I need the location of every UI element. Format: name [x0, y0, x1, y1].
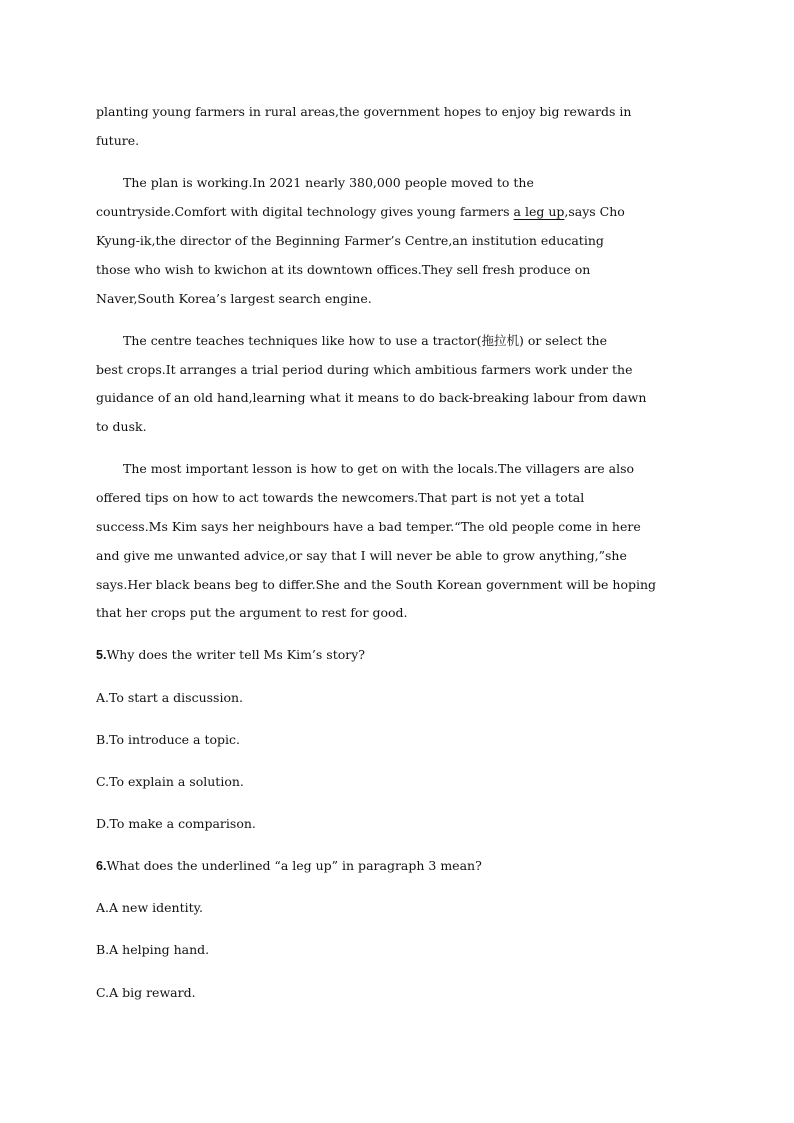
option-a: A.To start a discussion. [96, 690, 243, 705]
paragraph-3-text: ,says Cho [564, 204, 625, 219]
question-number: 6. [96, 859, 107, 873]
paragraph-intro-line-2: future. [96, 133, 140, 148]
paragraph-5-line-2: offered tips on how to act towards the newcomers.That part is not yet a total [96, 490, 585, 505]
paragraph-3-text: countryside.Comfort with digital technology gives young farmers [96, 204, 514, 219]
paragraph-5-line-1: The most important lesson is how to get on with the locals.The villagers are also [123, 461, 635, 476]
paragraph-4-line-4: to dusk. [96, 419, 147, 434]
option-b: B.To introduce a topic. [96, 732, 240, 747]
option-c: C.To explain a solution. [96, 774, 244, 789]
paragraph-5-line-4: and give me unwanted advice,or say that I will never be able to grow anything,”she [96, 548, 627, 563]
paragraph-5-line-3: success.Ms Kim says her neighbours have a bad temper.“The old people come in here [96, 519, 641, 534]
option-d: D.To make a comparison. [96, 816, 256, 831]
question-5-stem [96, 647, 365, 663]
option-c: C.A big reward. [96, 985, 196, 1000]
underlined-phrase: a leg up [513, 204, 565, 219]
paragraph-intro-line-1: planting young farmers in rural areas,the government hopes to enjoy big rewards in [96, 104, 632, 119]
paragraph-4-line-3: guidance of an old hand,learning what it means to do back-breaking labour from dawn [96, 390, 647, 405]
question-6-stem [96, 858, 482, 874]
question-text: Why does the writer tell Ms Kim’s story? [106, 647, 366, 662]
paragraph-3-line-4: those who wish to kwichon at its downtown offices.They sell fresh produce on [96, 262, 591, 277]
paragraph-3-line-3: Kyung-ik,the director of the Beginning Farmer’s Centre,an institution educating [96, 233, 604, 248]
question-number: 5. [96, 648, 107, 662]
paragraph-3-line-5: Naver,South Korea’s largest search engine. [96, 291, 372, 306]
paragraph-3-line-1: The plan is working.In 2021 nearly 380,000 people moved to the [123, 175, 534, 190]
option-b: B.A helping hand. [96, 942, 210, 957]
paragraph-3-line-2 [96, 204, 625, 220]
option-a: A.A new identity. [96, 900, 203, 915]
paragraph-4-line-1: The centre teaches techniques like how to use a tractor(拖拉机) or select the [123, 333, 607, 348]
question-text: What does the underlined “a leg up” in paragraph 3 mean? [106, 858, 482, 873]
paragraph-5-line-5: says.Her black beans beg to differ.She and the South Korean government will be hoping [96, 577, 657, 592]
paragraph-4-line-2: best crops.It arranges a trial period during which ambitious farmers work under the [96, 362, 633, 377]
paragraph-5-line-6: that her crops put the argument to rest for good. [96, 605, 408, 620]
